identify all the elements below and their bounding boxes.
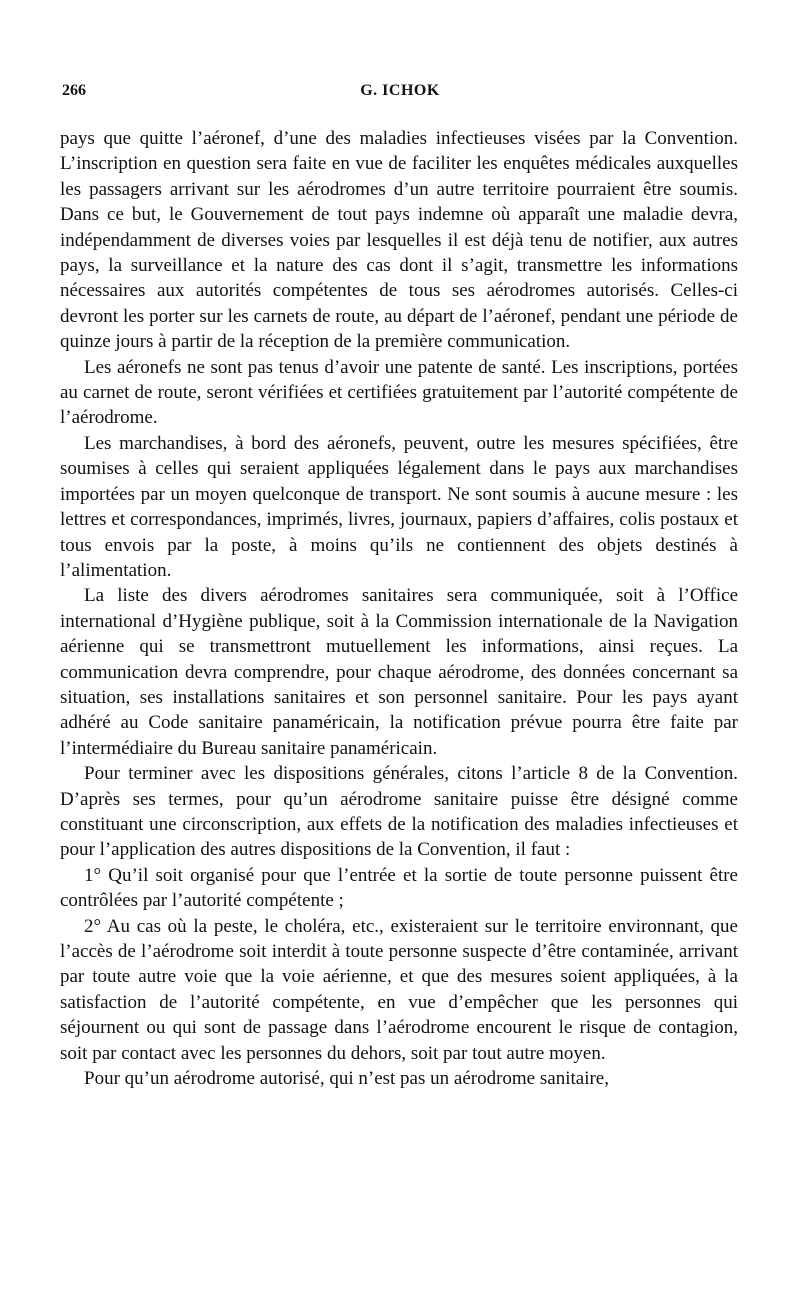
page-number: 266 xyxy=(62,82,86,99)
list-item-condition-2: 2° Au cas où la peste, le choléra, etc., existeraient sur le territoire environnant, que l’accès de l’aérodrome soit interdit à toute personne suspecte d’être contaminée, arrivant par toute autre voie que la voie aérienne, et que des mesures soient appliquées, à la satisfaction de l’autorité compétente, en vue d’empêcher que les personnes qui séjournent ou qui sont de passage dans l’aérodrome encourent le risque de contagion, soit par contact avec les personnes du dehors, soit par tout autre moyen. xyxy=(60,915,738,1064)
page-header xyxy=(62,82,738,106)
running-head: G. ICHOK xyxy=(360,82,440,99)
paragraph-final: Pour qu’un aérodrome autorisé, qui n’est pas un aérodrome sanitaire, xyxy=(84,1068,609,1090)
paragraph-patente: Les aéronefs ne sont pas tenus d’avoir une patente de santé. Les inscriptions, portées au carnet de route, seront vérifiées et certifiées gratuitement par l’autorité compétente de l’aérodrome. xyxy=(60,356,738,429)
page-body xyxy=(60,126,738,1091)
paragraph-article-8: Pour terminer avec les dispositions générales, citons l’article 8 de la Convention. D’après ses termes, pour qu’un aérodrome sanitaire puisse être désigné comme constituant une circonscription, aux effets de la notification des maladies infectieuses et pour l’application des autres dispositions de la Convention, il faut : xyxy=(60,763,738,861)
paragraph-marchandises: Les marchandises, à bord des aéronefs, peuvent, outre les mesures spécifiées, être soumises à celles qui seraient appliquées légalement dans le pays aux marchandises importées par un moyen quelconque de transport. Ne sont soumis à aucune mesure : les lettres et correspondances, imprimés, livres, journaux, papiers d’affaires, colis postaux et tous envois par la poste, à moins qu’ils ne contiennent des objets destinés à l’alimentation. xyxy=(60,432,738,581)
paragraph-continuation: pays que quitte l’aéronef, d’une des maladies infectieuses visées par la Convention. L’inscription en question sera faite en vue de faciliter les enquêtes médicales auxquelles les passagers arrivant sur les aérodromes d’un autre territoire pourraient être soumis. Dans ce but, le Gouvernement de tout pays indemne où apparaît une maladie devra, indépendamment de diverses voies par lesquelles il est déjà tenu de notifier, aux autres pays, la surveillance et la nature des cas dont il s’agit, transmettre les informations nécessaires aux autorités compétentes de tous ses aérodromes autorisés. Celles-ci devront les porter sur les carnets de route, au départ de l’aéronef, pendant une période de quinze jours à partir de la réception de la première communication. xyxy=(60,128,738,353)
list-item-condition-1: 1° Qu’il soit organisé pour que l’entrée et la sortie de toute personne puissent être contrôlées par l’autorité compétente ; xyxy=(60,864,738,912)
paragraph-liste-aerodromes: La liste des divers aérodromes sanitaires sera communiquée, soit à l’Office international d’Hygiène publique, soit à la Commission internationale de la Navigation aérienne qui se transmettront mutuellement les informations, ainsi reçues. La communication devra comprendre, pour chaque aérodrome, des données concernant sa situation, ses installations sanitaires et son personnel sanitaire. Pour les pays ayant adhéré au Code sanitaire panaméricain, la notification prévue pourra être faite par l’intermédiaire du Bureau sanitaire panaméricain. xyxy=(60,585,738,759)
